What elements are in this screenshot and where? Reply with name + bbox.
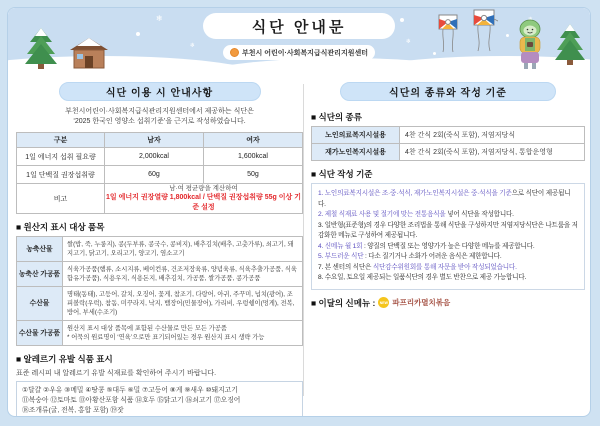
rule-item: 7. 본 센터의 식단은 식단감수위원회를 통해 자문을 받아 작성되었습니다. xyxy=(318,263,517,271)
allergy-line: ⑱조개류(굴, 전복, 홍합 포함) ⑲잣 xyxy=(22,407,124,414)
left-column xyxy=(16,82,303,417)
rules-title: ■ 식단 작성 기준 xyxy=(311,169,373,179)
rule-item: 1. 노인의료복지시설은 조·중·석식, 재가노인복지시설은 중·석식을 기준으로 식단이 제공됩니다. xyxy=(318,190,571,208)
org-badge xyxy=(223,45,375,60)
allergy-line: ⑪복숭아 ⑫토마토 ⑬아황산포함 식품 ⑭호두 ⑮닭고기 ⑯쇠고기 ⑰오징어 xyxy=(22,397,241,404)
new-badge-icon: NEW xyxy=(378,297,389,308)
rule-item: 3. 일반형(표준형)의 경우 다양한 조리법을 통해 식단을 구성하지만 저염저당식단은 나트륨을 저감화한 메뉴로 구성하여 제공됩니다. xyxy=(318,221,578,239)
header-banner xyxy=(8,8,590,72)
intro-text: 부천시어린이·사회복지급식관리지원센터에서 제공하는 식단은 ‘2025 한국인 영양소 섭취기준’을 근거로 작성하였습니다. xyxy=(65,108,254,125)
column-divider xyxy=(303,84,304,396)
menu-types-title: ■ 식단의 종류 xyxy=(311,112,362,122)
table-row: 수산물 가공품 원산지 표시 대상 품목에 포함된 수산물로 만든 모든 가공품 * 어묵의 원료명이 ‘연육’으로만 표기되어있는 경우 원산지 표시 생략 가능 xyxy=(17,321,303,346)
allergy-line: ①달걀 ②우유 ③메밀 ④땅콩 ⑤대두 ⑥밀 ⑦고등어 ⑧게 ⑨새우 ⑩돼지고기 xyxy=(22,387,238,394)
snow-dot xyxy=(400,18,404,22)
snow-dot xyxy=(136,32,140,36)
note-red-text: 1일 에너지 권장열량 1,800kcal / 단백질 권장섭취량 55g 이상 기준 설정 xyxy=(105,194,302,211)
table-row: 수산물 명태(동태), 고등어, 갈치, 오징어, 꽃게, 참조기, 다랑어, 아귀, 주꾸미, 넙치(광어), 조피볼락(우럭), 참돔, 미꾸라지, 낙지, 뱀장어(민물장어), 가리비, 우렁쉥이(멍게), 전복, 방어, 부세(수조기) xyxy=(17,287,303,321)
org-label: 부천시 어린이·사회복지급식관리지원센터 xyxy=(242,49,368,57)
pine-tree-icon xyxy=(554,22,586,66)
page-title: 식단 안내문 xyxy=(203,13,395,39)
note-plain-text: 남·여 평균량을 계산하여 xyxy=(169,185,238,192)
center-logo-icon xyxy=(230,48,239,57)
pine-tree-icon xyxy=(24,26,58,70)
allergy-list-box xyxy=(16,381,303,417)
new-menu-row xyxy=(311,297,585,309)
left-section-title: 식단 이용 시 안내사항 xyxy=(59,82,261,101)
kite-icon xyxy=(436,14,462,54)
table-row: 1일 단백질 권장섭취량 60g 50g xyxy=(17,166,303,184)
origin-section-title: ■ 원산지 표시 대상 품목 xyxy=(16,222,105,232)
table-row: 1일 에너지 섭취 필요량 2,000kcal 1,600kcal xyxy=(17,148,303,166)
table-note-row: 비고 남·여 평균량을 계산하여 1일 에너지 권장열량 1,800kcal / 단백질 권장섭취량 55g 이상 기준 설정 xyxy=(17,184,303,214)
rules-list xyxy=(311,183,585,290)
kite-icon xyxy=(470,9,498,53)
origin-table xyxy=(16,236,303,346)
snowflake-icon: ❄ xyxy=(156,14,163,23)
right-column xyxy=(311,82,585,309)
new-menu-value: 파프리카멸치볶음 xyxy=(392,298,451,307)
table-header-row: 구분 남자 여자 xyxy=(17,133,303,148)
table-row: 노인의료복지시설용 4찬 간식 2회(죽식 포함), 저염저당식 xyxy=(312,127,585,144)
right-section-title: 식단의 종류와 작성 기준 xyxy=(340,82,556,101)
cabin-icon xyxy=(68,38,110,72)
rule-item: 5. 부드러운 식단 : 다소 질기거나 소화가 어려운 음식은 제한합니다. xyxy=(318,253,502,260)
allergy-section-title: ■ 알레르기 유발 식품 표시 xyxy=(16,354,113,364)
mascot-icon xyxy=(512,18,548,72)
snow-dot xyxy=(506,34,509,37)
table-row: 농축산 가공품 식육가공품(햄류, 소시지류, 베이컨류, 건조저장육류, 양념육류, 식육추출가공품, 식육함유가공품), 식용우지, 식용돈지, 배추김치, 가공품, 쌀가공품, 콩가공품 xyxy=(17,262,303,287)
snowflake-icon: ❄ xyxy=(190,43,196,49)
notice-card xyxy=(7,7,591,417)
table-row: 재가노인복지시설용 4찬 간식 2회(죽식 포함), 저염저당식, 통합운영형 xyxy=(312,144,585,161)
allergy-intro: 표준 레시피 내 알레르기 유발 식재료를 확인하여 주시기 바랍니다. xyxy=(16,370,217,377)
menu-types-table xyxy=(311,126,585,161)
rule-item: 4. 신메뉴 월 1회 : 양질의 단백질 또는 영양가가 높은 다양한 메뉴를 제공합니다. xyxy=(318,242,535,250)
rule-item: 8. 수요일, 토요일 제공되는 일품식단의 경우 별도 반찬으로 제공 가능합니다. xyxy=(318,274,527,281)
nutrition-table xyxy=(16,132,303,214)
snowflake-icon: ❄ xyxy=(406,39,412,45)
table-row: 농축산물 쌀(밥, 죽, 누룽지), 콩(두부류, 콩국수, 콩비지), 배추김치(배추, 고춧가루), 쇠고기, 돼지고기, 닭고기, 오리고기, 양고기, 염소고기 xyxy=(17,237,303,262)
new-menu-title: ■ 이달의 신메뉴 : xyxy=(311,297,376,308)
rule-item: 2. 제철 식재료 사용 및 절기에 맞는 전통음식을 넣어 식단을 작성합니다. xyxy=(318,211,514,218)
